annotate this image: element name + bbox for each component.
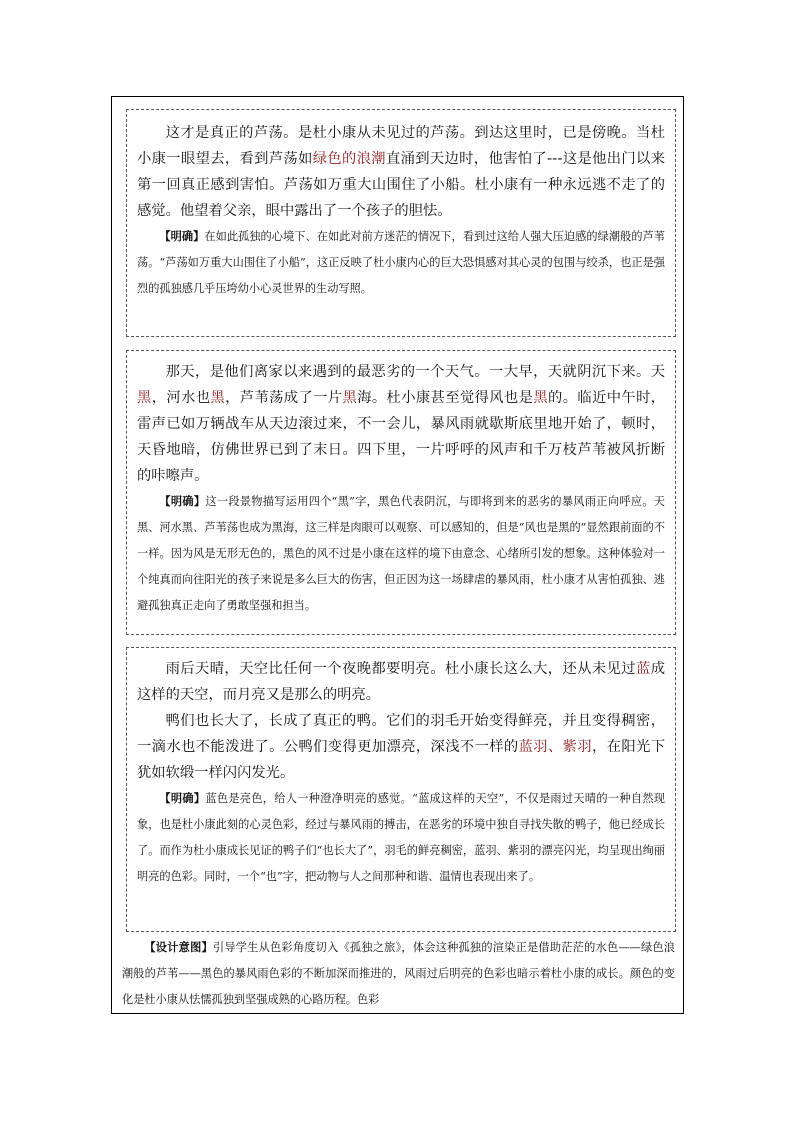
excerpt-box-reed-marsh [126,109,676,337]
text-run: 成这样的天空，而月亮又是那么的明亮。 [137,661,665,703]
design-intent-body: 引导学生从色彩角度切入《孤独之旅》，体会这种孤独的渲染正是借助茫茫的水色——绿色浪潮般的芦苇——黑色的暴风雨色彩的不断加深而推进的，风雨过后明亮的色彩也暗示着杜小康的成长。颜色的变化是杜小康从怯懦孤独到坚强成熟的心路历程。色彩 [122,941,675,1006]
highlight-blue-feather: 蓝羽 [518,739,548,755]
design-intent-label: 【设计意图】 [144,941,213,954]
text-run: ，河水也 [151,390,211,406]
analysis-note [137,489,665,619]
text-run: 的。临近中午时，雷声已如万辆战车从天边滚过来，不一会儿，暴风雨就歇斯底里地开始了，顿时，天昏地暗，仿佛世界已到了末日。四下里，一片呼呼的风声和千万枝芦苇被风折断的咔嚓声。 [137,390,666,484]
highlight-black: 黑 [210,390,226,406]
text-run: 这才是真正的芦荡。是杜小康从未见过的芦荡。到达这里时，已是傍晚。当杜小康一眼望去，看到芦荡如 [137,125,665,167]
highlight-separator: 、 [547,739,563,755]
excerpt-box-clear-sky [126,647,676,932]
text-run: ，在阳光下犹如软缎一样闪闪发光。 [137,739,666,781]
analysis-note [137,786,665,890]
text-run: ，芦苇荡成了一片 [225,390,343,406]
excerpt-box-storm [126,350,676,635]
text-run: 鸭们也长大了，长成了真正的鸭。它们的羽毛开始变得鲜亮，并且变得稠密，一滴水也不能泼进了。公鸭们变得更加漂亮，深浅不一样的 [137,713,665,755]
note-label: 【明确】 [159,230,205,243]
highlight-black: 黑 [342,390,358,406]
note-label: 【明确】 [159,792,206,805]
highlight-black: 黑 [533,390,549,406]
excerpt-paragraph [137,656,665,708]
highlight-blue: 蓝 [636,661,651,677]
design-intent [122,935,675,1013]
text-run: 雨后天晴，天空比任何一个夜晚都要明亮。杜小康长这么大，还从未见过 [165,661,636,677]
text-run: 直涌到天边时，他害怕了---这是他出门以来第一回真正感到害怕。芦荡如万重大山围住了小船。杜小康有一种永远逃不走了的感觉。他望着父亲，眼中露出了一个孩子的胆怯。 [137,151,665,219]
highlight-black: 黑 [137,390,152,406]
text-run: 海。杜小康甚至觉得风也是 [357,390,534,406]
excerpt-paragraph [137,359,665,489]
content-frame [111,96,684,1014]
excerpt-paragraph [137,120,665,224]
highlight-purple-feather: 紫羽 [562,739,593,755]
excerpt-paragraph [137,708,665,786]
note-text: 在如此孤独的心境下、在如此对前方迷茫的情况下，看到过这给人强大压迫感的绿潮般的芦苇荡。“芦荡如万重大山围住了小船”，这正反映了杜小康内心的巨大恐惧感对其心灵的包围与绞杀，也正是强烈的孤独感几乎压垮幼小心灵世界的生动写照。 [137,230,665,295]
design-intent-text [122,935,675,1013]
text-run: 那天，是他们离家以来遇到的最恶劣的一个天气。一大早，天就阴沉下来。天 [165,364,665,380]
analysis-note [137,224,665,302]
note-text: 这一段景物描写运用四个“黑”字，黑色代表阴沉，与即将到来的恶劣的暴风雨正向呼应。天黑、河水黑、芦苇荡也成为黑海，这三样是肉眼可以观察、可以感知的，但是“风也是黑的”显然跟前面的不一样。因为风是无形无色的，黑色的风不过是小康在这样的境下由意念、心绪所引发的想象。这种体验对一个纯真而向往阳光的孩子来说是多么巨大的伤害，但正因为这一场肆虐的暴风雨，杜小康才从害怕孤独、逃避孤独真正走向了勇敢坚强和担当。 [137,495,665,612]
note-label: 【明确】 [159,495,206,508]
highlight-green-wave: 绿色的浪潮 [312,151,386,167]
note-text: 蓝色是亮色，给人一种澄净明亮的感觉。“蓝成这样的天空”，不仅是雨过天晴的一种自然现象，也是杜小康此刻的心灵色彩，经过与暴风雨的搏击，在恶劣的环境中独自寻找失散的鸭子，他已经成长了。而作为杜小康成长见证的鸭子们“也长大了”，羽毛的鲜亮稠密，蓝羽、紫羽的漂亮闪光，均呈现出绚丽明亮的色彩。同时，一个“也”字，把动物与人之间那种和谐、温情也表现出来了。 [137,792,665,883]
